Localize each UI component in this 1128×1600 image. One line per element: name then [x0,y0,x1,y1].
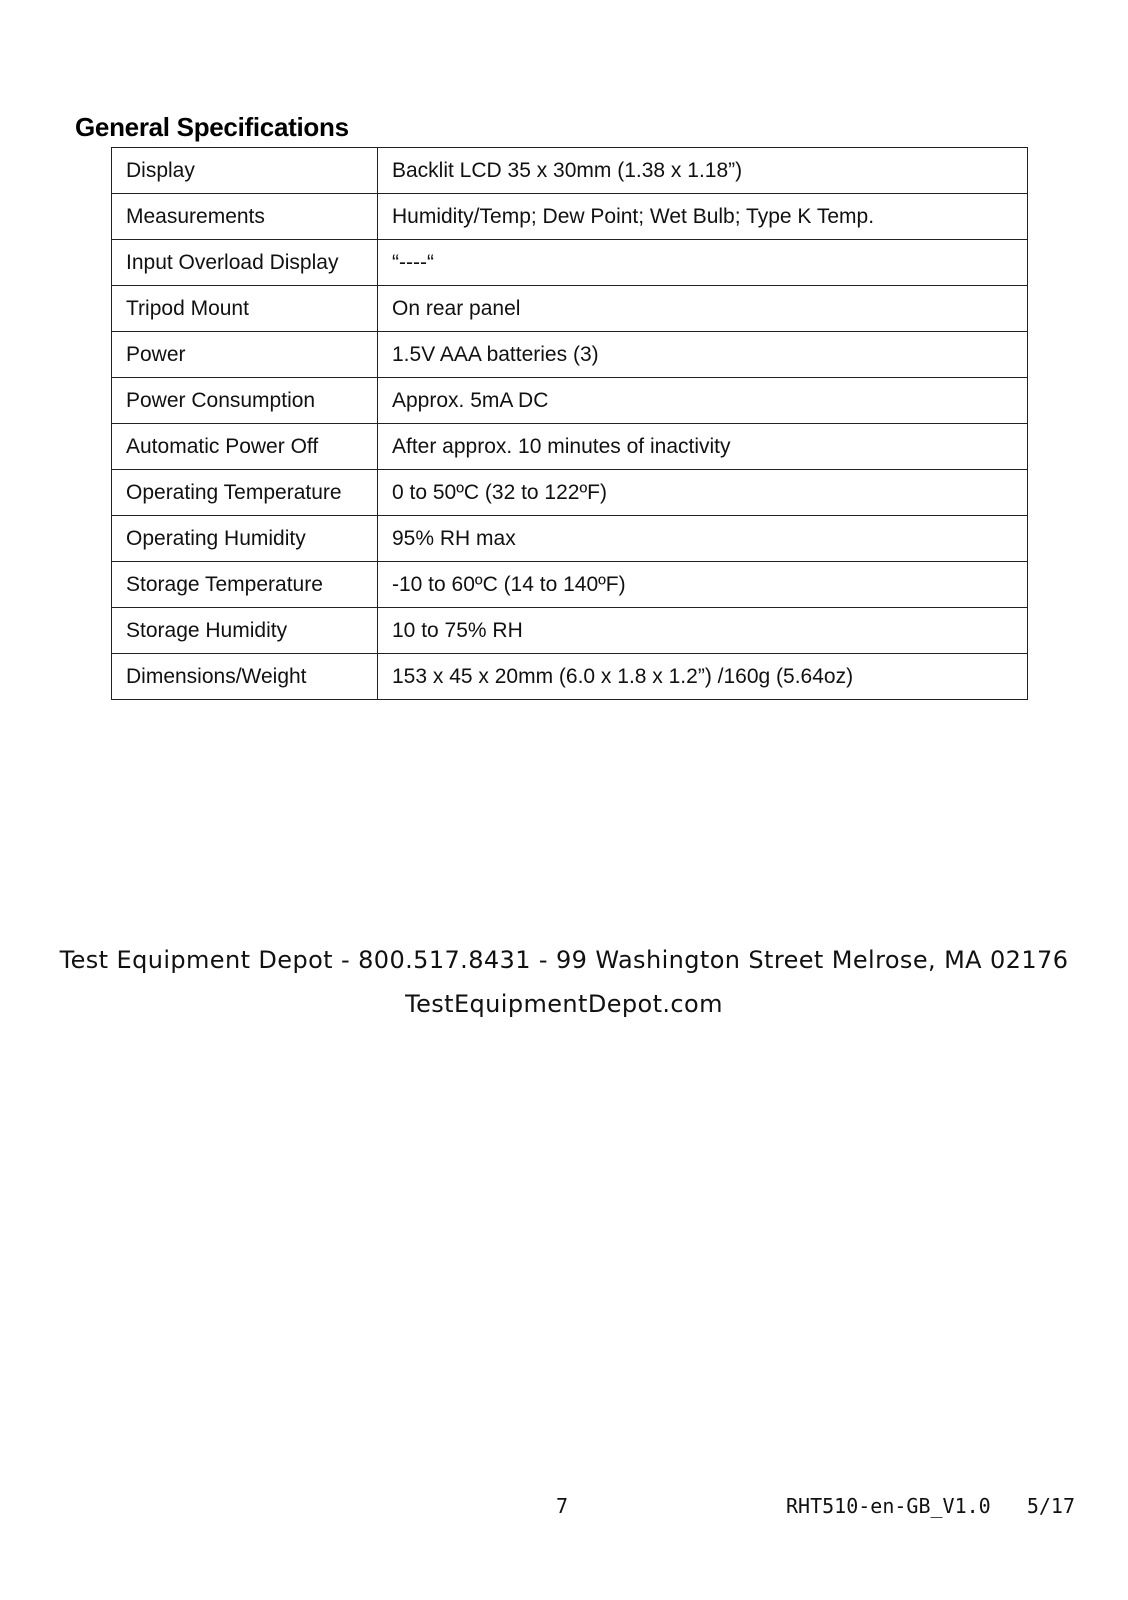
document-id: RHT510-en-GB_V1.0 5/17 [786,1494,1075,1518]
spec-label: Measurements [112,194,378,240]
specifications-table [111,147,1028,700]
spec-label: Display [112,148,378,194]
spec-label: Power [112,332,378,378]
spec-label: Automatic Power Off [112,424,378,470]
table-row [112,562,1028,608]
spec-value: On rear panel [378,286,1028,332]
spec-value: 153 x 45 x 20mm (6.0 x 1.8 x 1.2”) /160g (5.64oz) [378,654,1028,700]
spec-value: Backlit LCD 35 x 30mm (1.38 x 1.18”) [378,148,1028,194]
table-row [112,148,1028,194]
table-row [112,240,1028,286]
spec-label: Storage Temperature [112,562,378,608]
spec-value: “----“ [378,240,1028,286]
spec-label: Operating Humidity [112,516,378,562]
table-row [112,424,1028,470]
spec-value: Humidity/Temp; Dew Point; Wet Bulb; Type K Temp. [378,194,1028,240]
spec-label: Dimensions/Weight [112,654,378,700]
table-row [112,378,1028,424]
spec-label: Storage Humidity [112,608,378,654]
table-row [112,194,1028,240]
table-row [112,332,1028,378]
table-row [112,654,1028,700]
spec-value: 10 to 75% RH [378,608,1028,654]
spec-value: -10 to 60ºC (14 to 140ºF) [378,562,1028,608]
spec-value: Approx. 5mA DC [378,378,1028,424]
spec-label: Input Overload Display [112,240,378,286]
page-number: 7 [556,1494,569,1518]
spec-value: After approx. 10 minutes of inactivity [378,424,1028,470]
table-row [112,516,1028,562]
company-contact-line: Test Equipment Depot - 800.517.8431 - 99 Washington Street Melrose, MA 02176 [59,946,1069,974]
company-website: TestEquipmentDepot.com [405,990,723,1018]
spec-value: 1.5V AAA batteries (3) [378,332,1028,378]
table-row [112,286,1028,332]
table-row [112,470,1028,516]
spec-label: Tripod Mount [112,286,378,332]
spec-value: 95% RH max [378,516,1028,562]
table-row [112,608,1028,654]
spec-value: 0 to 50ºC (32 to 122ºF) [378,470,1028,516]
spec-label: Operating Temperature [112,470,378,516]
section-heading: General Specifications [75,112,349,142]
spec-label: Power Consumption [112,378,378,424]
